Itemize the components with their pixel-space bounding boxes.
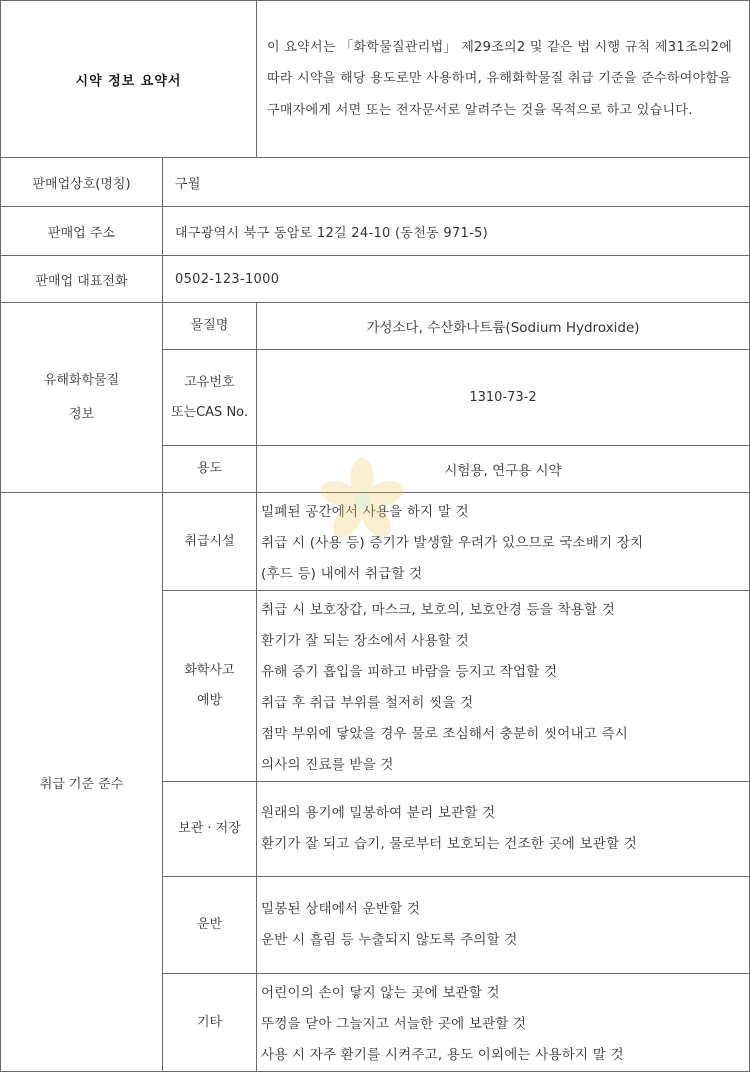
accident-line: 의사의 진료를 받을 것 <box>261 757 394 773</box>
hazard-section-label <box>1 303 163 493</box>
cas-value: 1310-73-2 <box>257 350 750 446</box>
cas-label <box>163 350 257 446</box>
accident-line: 환기가 잘 되는 장소에서 사용할 것 <box>261 633 469 649</box>
accident-label-line-2: 예방 <box>196 693 223 708</box>
facility-row <box>1 493 750 591</box>
storage-label: 보관 · 저장 <box>163 782 257 877</box>
handling-section-label: 취급 기준 준수 <box>1 493 163 1072</box>
accident-label-line-1: 화학사고 <box>184 663 235 678</box>
facility-line: 취급 시 (사용 등) 증기가 발생할 우려가 있으므로 국소배기 장치 <box>261 535 644 551</box>
other-line: 어린이의 손이 닿지 않는 곳에 보관할 것 <box>261 985 500 1001</box>
seller-address-row <box>1 207 750 256</box>
facility-label: 취급시설 <box>163 493 257 591</box>
storage-line: 환기가 잘 되고 습기, 물로부터 보호되는 건조한 곳에 보관할 것 <box>261 836 637 852</box>
seller-address-value: 대구광역시 북구 동암로 12길 24-10 (동천동 971-5) <box>163 207 750 256</box>
cas-label-line-2: 또는CAS No. <box>170 404 249 420</box>
accident-prevention-lines <box>257 591 750 782</box>
header-row <box>1 1 750 158</box>
seller-phone-row <box>1 256 750 303</box>
accident-line: 점막 부위에 닿았을 경우 물로 조심해서 충분히 씻어내고 즉시 <box>261 726 628 742</box>
seller-name-row <box>1 158 750 207</box>
seller-phone-label: 판매업 대표전화 <box>1 256 163 303</box>
substance-value: 가성소다, 수산화나트륨(Sodium Hydroxide) <box>257 303 750 350</box>
seller-name-value: 구월 <box>163 158 750 207</box>
use-label: 용도 <box>163 446 257 493</box>
accident-line: 취급 후 취급 부위를 철저히 씻을 것 <box>261 695 474 711</box>
substance-row <box>1 303 750 350</box>
seller-phone-value: 0502-123-1000 <box>163 256 750 303</box>
facility-line: (후드 등) 내에서 취급할 것 <box>261 566 423 582</box>
storage-line: 원래의 용기에 밀봉하여 분리 보관할 것 <box>261 805 496 821</box>
intro-paragraph: 이 요약서는 「화학물질관리법」 제29조의2 및 같은 법 시행 규칙 제31조의2에 따라 시약을 해당 용도로만 사용하며, 유해화학물질 취급 기준을 준수하여야함을 구매자에게 서면 또는 전자문서로 알려주는 것을 목적으로 하고 있습니다. <box>257 1 750 158</box>
transport-label: 운반 <box>163 877 257 974</box>
other-line: 뚜껑을 닫아 그늘지고 서늘한 곳에 보관할 것 <box>261 1016 527 1032</box>
use-value: 시험용, 연구용 시약 <box>257 446 750 493</box>
other-label: 기타 <box>163 974 257 1072</box>
document-title: 시약 정보 요약서 <box>1 1 257 158</box>
substance-label: 물질명 <box>163 303 257 350</box>
accident-line: 취급 시 보호장갑, 마스크, 보호의, 보호안경 등을 착용할 것 <box>261 602 615 618</box>
other-lines <box>257 974 750 1072</box>
facility-line: 밀폐된 공간에서 사용을 하지 말 것 <box>261 504 469 520</box>
seller-name-label: 판매업상호(명칭) <box>1 158 163 207</box>
accident-line: 유해 증기 흡입을 피하고 바람을 등지고 작업할 것 <box>261 664 558 680</box>
transport-line: 밀봉된 상태에서 운반할 것 <box>261 901 421 917</box>
hazard-section-label-line-2: 정보 <box>68 406 95 422</box>
facility-lines <box>257 493 750 591</box>
transport-lines <box>257 877 750 974</box>
other-line: 사용 시 자주 환기를 시켜주고, 용도 이외에는 사용하지 말 것 <box>261 1047 624 1063</box>
storage-lines <box>257 782 750 877</box>
accident-prevention-label <box>163 591 257 782</box>
transport-line: 운반 시 흘림 등 누출되지 않도록 주의할 것 <box>261 932 518 948</box>
seller-address-label: 판매업 주소 <box>1 207 163 256</box>
cas-label-line-1: 고유번호 <box>184 374 235 390</box>
hazard-section-label-line-1: 유해화학물질 <box>43 372 120 388</box>
